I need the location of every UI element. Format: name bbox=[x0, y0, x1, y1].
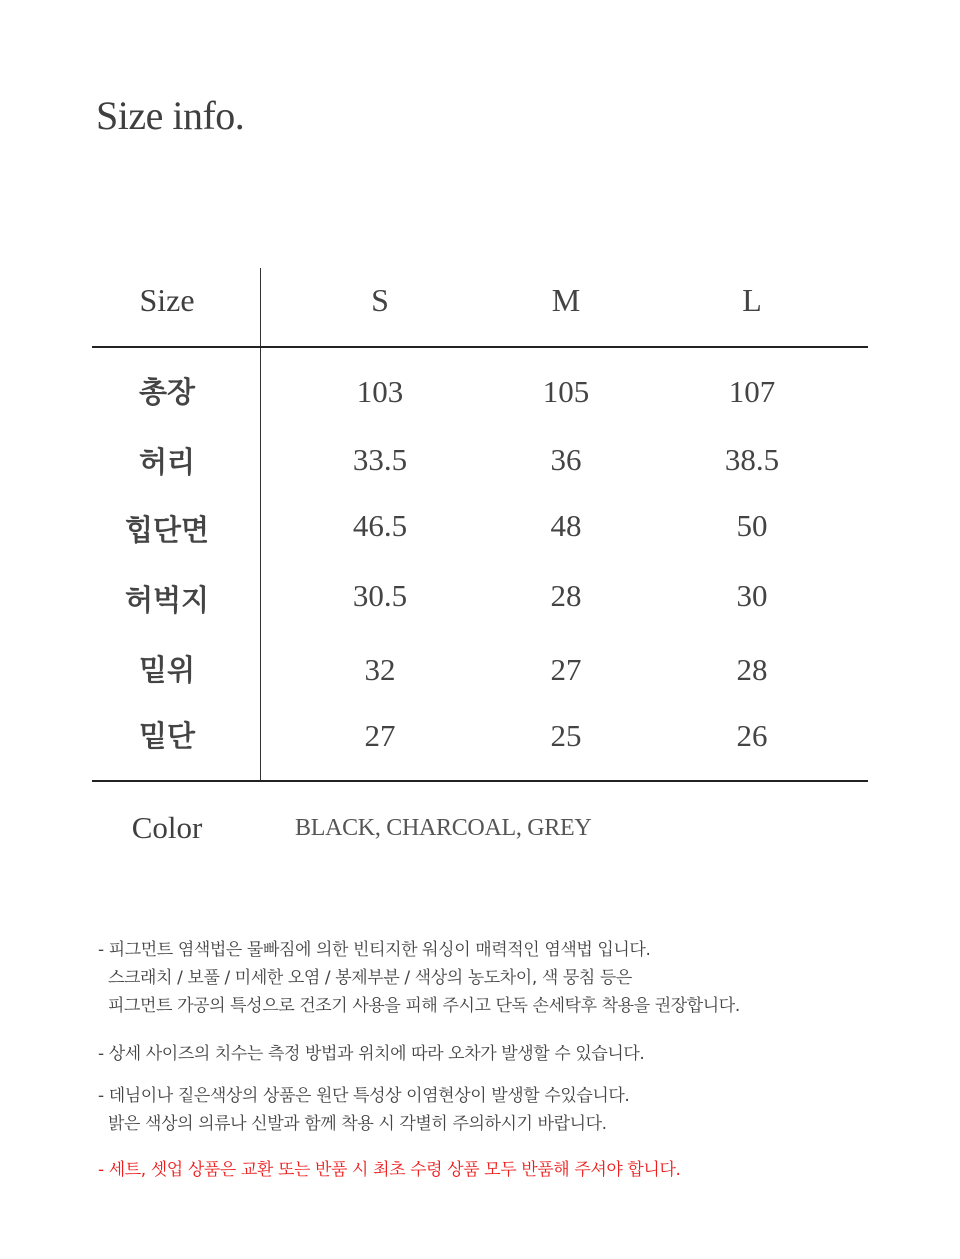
note-denim-line-2: 밝은 색상의 의류나 신발과 함께 착용 시 각별히 주의하시기 바랍니다. bbox=[108, 1114, 607, 1134]
note-dye-line-2: 스크래치 / 보풀 / 미세한 오염 / 봉제부분 / 색상의 농도차이, 색 뭉침 등은 bbox=[108, 968, 632, 988]
cell-rise-m: 27 bbox=[550, 652, 582, 687]
cell-waist-m: 36 bbox=[550, 442, 582, 477]
row-label-waist: 허리 bbox=[138, 445, 196, 479]
table-header-rule bbox=[92, 346, 868, 348]
cell-hem-s: 27 bbox=[364, 718, 396, 753]
cell-hip-l: 50 bbox=[736, 508, 768, 543]
note-set-return-line: - 세트, 셋업 상품은 교환 또는 반품 시 최초 수령 상품 모두 반품해 주셔야 합니다. bbox=[98, 1160, 681, 1180]
note-set-return bbox=[98, 1156, 898, 1184]
header-size-l: L bbox=[742, 282, 762, 318]
row-label-hip: 힙단면 bbox=[124, 513, 210, 547]
cell-waist-s: 33.5 bbox=[352, 442, 408, 477]
note-dye bbox=[98, 936, 898, 1020]
cell-thigh-s: 30.5 bbox=[352, 578, 408, 613]
cell-rise-l: 28 bbox=[736, 652, 768, 687]
note-denim bbox=[98, 1082, 898, 1138]
cell-hem-m: 25 bbox=[550, 718, 582, 753]
header-size-label: Size bbox=[139, 282, 195, 318]
header-size-m: M bbox=[551, 282, 581, 318]
note-dye-line-1: - 피그먼트 염색법은 물빠짐에 의한 빈티지한 워싱이 매력적인 염색법 입니다. bbox=[98, 940, 651, 960]
row-label-length: 총장 bbox=[138, 375, 196, 409]
table-bottom-rule bbox=[92, 780, 868, 782]
color-values: BLACK, CHARCOAL, GREY bbox=[295, 815, 592, 841]
cell-hem-l: 26 bbox=[736, 718, 768, 753]
cell-length-l: 107 bbox=[728, 374, 776, 409]
page-title: Size info. bbox=[96, 93, 245, 138]
cell-waist-l: 38.5 bbox=[724, 442, 780, 477]
size-table bbox=[92, 268, 868, 782]
cell-length-m: 105 bbox=[542, 374, 590, 409]
cell-rise-s: 32 bbox=[364, 652, 396, 687]
note-dye-line-3: 피그먼트 가공의 특성으로 건조기 사용을 피해 주시고 단독 손세탁후 착용을 권장합니다. bbox=[108, 996, 740, 1016]
note-measure bbox=[98, 1040, 898, 1068]
color-label: Color bbox=[131, 810, 203, 845]
cell-length-s: 103 bbox=[356, 374, 404, 409]
note-denim-line-1: - 데님이나 짙은색상의 상품은 원단 특성상 이염현상이 발생할 수있습니다. bbox=[98, 1086, 630, 1106]
cell-hip-m: 48 bbox=[550, 508, 582, 543]
row-label-rise: 밑위 bbox=[138, 653, 196, 687]
row-label-thigh: 허벅지 bbox=[124, 583, 210, 617]
color-row bbox=[92, 806, 868, 850]
note-measure-line: - 상세 사이즈의 치수는 측정 방법과 위치에 따라 오차가 발생할 수 있습니다. bbox=[98, 1044, 645, 1064]
cell-hip-s: 46.5 bbox=[352, 508, 408, 543]
row-label-hem: 밑단 bbox=[138, 719, 196, 753]
cell-thigh-m: 28 bbox=[550, 578, 582, 613]
header-size-s: S bbox=[371, 282, 389, 318]
cell-thigh-l: 30 bbox=[736, 578, 768, 613]
